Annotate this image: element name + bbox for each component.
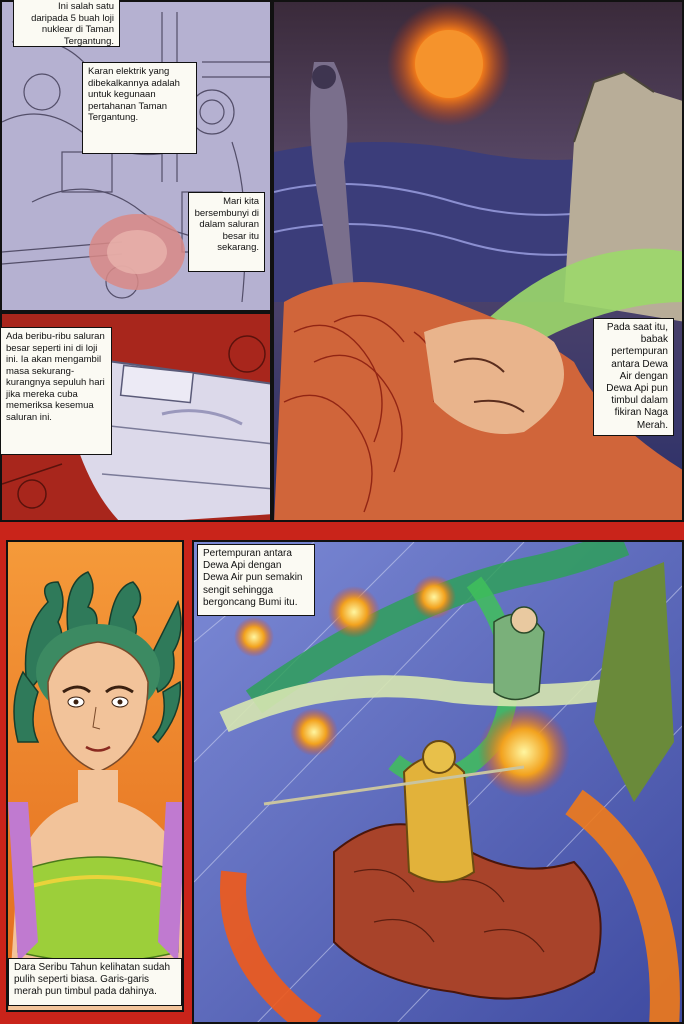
caption-red-dragon-vision: Pada saat itu, babak pertempuran antara Dewa Air dengan Dewa Api pun timbul dalam fikiran Naga Merah.	[593, 318, 674, 436]
caption-dara-recovered: Dara Seribu Tahun kelihatan sudah pulih seperti biasa. Garis-garis merah pun timbul pada dahinya.	[8, 958, 182, 1006]
caption-thousands-of-pipes: Ada beribu-ribu saluran besar seperti ini di loji ini. Ia akan mengambil masa sekurang-kurangnya sepuluh hari jika mereka cuba memeriksa kesemua saluran ini.	[0, 327, 112, 455]
caption-electric-current: Karan elektrik yang dibekalkannya adalah untuk kegunaan pertahanan Taman Tergantung.	[82, 62, 197, 154]
dara-seribu-tahun-illustration	[8, 542, 184, 1012]
caption-hide-in-pipe: Mari kita bersembunyi di dalam saluran besar itu sekarang.	[188, 192, 265, 272]
panel-dara-seribu-tahun	[6, 540, 184, 1012]
caption-nuclear-plant-intro: Ini salah satu daripada 5 buah loji nuklear di Taman Tergantung.	[13, 0, 120, 47]
battle-vision-illustration	[274, 2, 684, 522]
caption-battle-intensifies: Pertempuran antara Dewa Api dengan Dewa Air pun semakin sengit sehingga bergoncang Bumi itu.	[197, 544, 315, 616]
panel-red-dragon-vision	[272, 0, 684, 522]
